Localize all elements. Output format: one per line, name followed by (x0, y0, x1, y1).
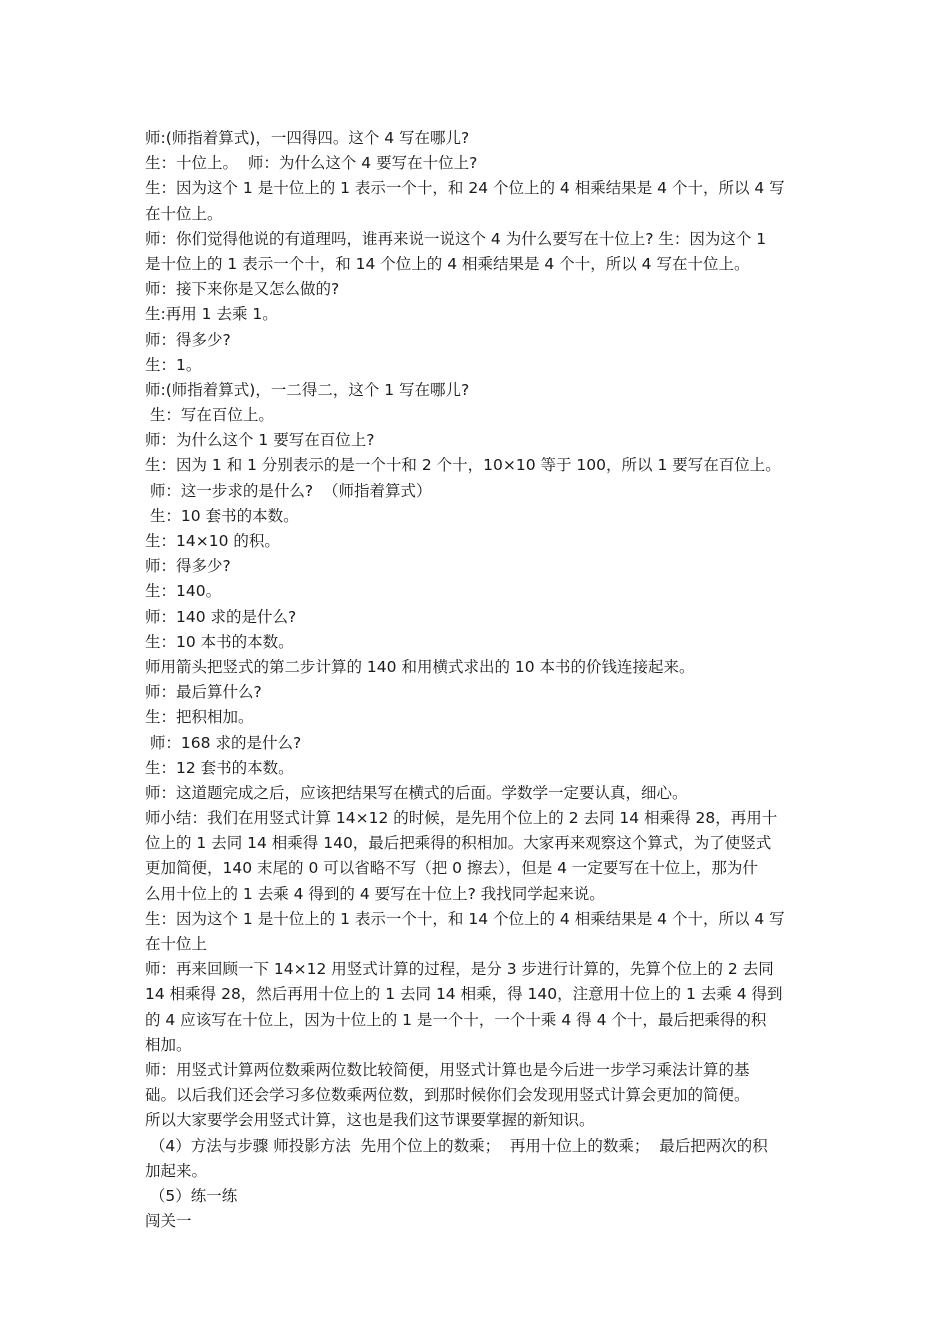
text-line: 更加简便，140 末尾的 0 可以省略不写（把 0 擦去），但是 4 一定要写在十位上，那为什 (145, 859, 758, 878)
text-line: 师:(师指着算式)，一二得二，这个 1 写在哪儿? (145, 380, 470, 399)
text-line: 师：这道题完成之后，应该把结果写在横式的后面。学数学一定要认真，细心。 (145, 783, 688, 802)
text-line: （4）方法与步骤 师投影方法 先用个位上的数乘； 再用十位上的数乘； 最后把两次的积 (145, 1136, 768, 1155)
text-line: 的 4 应该写在十位上，因为十位上的 1 是一个十，一个十乘 4 得 4 个十，最后把乘得的积 (145, 1010, 767, 1029)
text-line: 么用十位上的 1 去乘 4 得到的 4 要写在十位上? 我找同学起来说。 (145, 884, 605, 903)
text-line: 生：140。 (145, 582, 222, 601)
text-line: 师用箭头把竖式的第二步计算的 140 和用横式求出的 10 本书的价钱连接起来。 (145, 657, 695, 676)
text-line: 师：得多少? (145, 557, 231, 576)
text-line: 础。以后我们还会学习多位数乘两位数，到那时候你们会发现用竖式计算会更加的简便。 (145, 1086, 750, 1105)
text-line: 加起来。 (145, 1161, 208, 1180)
text-line: 师：最后算什么? (145, 683, 262, 702)
text-line: 生：因为这个 1 是十位上的 1 表示一个十，和 24 个位上的 4 相乘结果是 4 个十，所以 4 写 (145, 179, 785, 198)
text-line: 生：因为这个 1 是十位上的 1 表示一个十，和 14 个位上的 4 相乘结果是 4 个十，所以 4 写 (145, 909, 785, 928)
text-line: 14 相乘得 28，然后再用十位上的 1 去同 14 相乘，得 140，注意用十位上的 1 去乘 4 得到 (145, 985, 783, 1004)
lesson-transcript (145, 126, 813, 1234)
text-line: 师：140 求的是什么? (145, 607, 297, 626)
text-line: 师：用竖式计算两位数乘两位数比较简便，用竖式计算也是今后进一步学习乘法计算的基 (145, 1060, 750, 1079)
text-line: 所以大家要学会用竖式计算，这也是我们这节课要掌握的新知识。 (145, 1111, 595, 1130)
text-line: 生：12 套书的本数。 (145, 758, 294, 777)
text-line: 生：10 本书的本数。 (145, 632, 294, 651)
text-line: 师：你们觉得他说的有道理吗，谁再来说一说这个 4 为什么要写在十位上? 生：因为这个 1 (145, 229, 767, 248)
text-line: 是十位上的 1 表示一个十，和 14 个位上的 4 相乘结果是 4 个十，所以 4 写在十位上。 (145, 254, 750, 273)
text-line: 师小结：我们在用竖式计算 14×12 的时候，是先用个位上的 2 去同 14 相乘得 28，再用十 (145, 809, 778, 828)
text-line: 师:(师指着算式)，一四得四。这个 4 写在哪儿? (145, 129, 470, 147)
text-line: 师：接下来你是又怎么做的? (145, 280, 340, 299)
text-line: 闯关一 (145, 1212, 192, 1231)
text-line: 相加。 (145, 1035, 192, 1054)
text-line: 生：十位上。 师：为什么这个 4 要写在十位上? (145, 154, 478, 173)
text-line: 生:再用 1 去乘 1。 (145, 305, 278, 324)
text-line: （5）练一练 (145, 1186, 238, 1205)
text-line: 师：再来回顾一下 14×12 用竖式计算的过程，是分 3 步进行计算的，先算个位上的 2 去同 (145, 960, 774, 979)
text-line: 生：14×10 的积。 (145, 532, 280, 550)
text-line: 师：这一步求的是什么? （师指着算式） (145, 481, 432, 500)
text-line: 生：写在百位上。 (145, 406, 274, 425)
text-line: 生：把积相加。 (145, 708, 254, 727)
text-line: 在十位上。 (145, 204, 223, 223)
text-line: 生：因为 1 和 1 分别表示的是一个十和 2 个十，10×10 等于 100，所以 1 要写在百位上。 (145, 456, 781, 475)
text-line: 师：得多少? (145, 330, 231, 349)
text-line: 位上的 1 去同 14 相乘得 140，最后把乘得的积相加。大家再来观察这个算式，为了使竖式 (145, 834, 772, 853)
text-line: 师：168 求的是什么? (145, 733, 302, 752)
text-line: 生：10 套书的本数。 (145, 506, 299, 525)
text-line: 师：为什么这个 1 要写在百位上? (145, 431, 375, 450)
text-line: 在十位上 (145, 935, 208, 953)
text-line: 生：1。 (145, 355, 202, 374)
